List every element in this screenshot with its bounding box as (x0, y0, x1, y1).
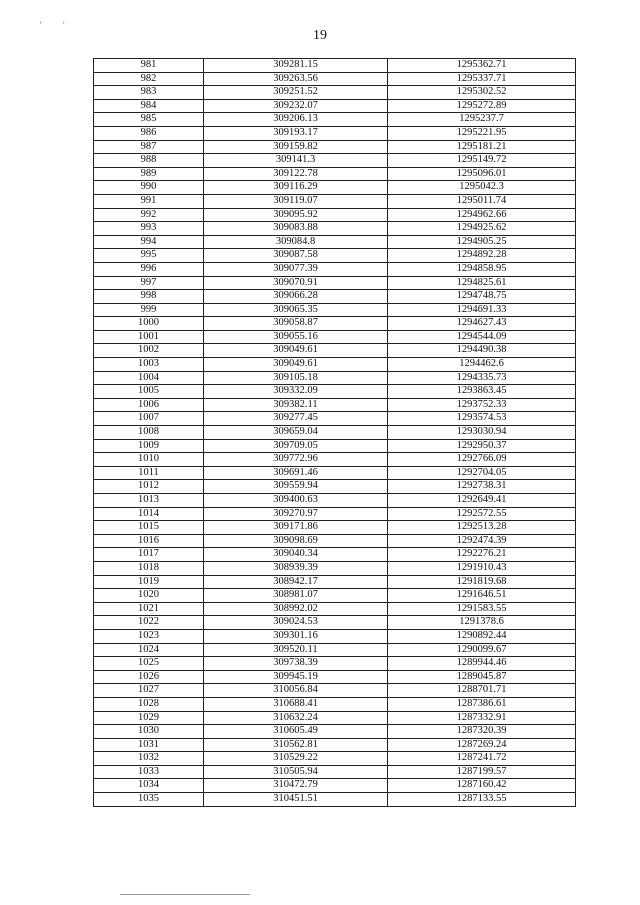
table-row (94, 779, 576, 793)
y-coordinate-cell: 1294335.73 (388, 371, 576, 385)
table-row (94, 358, 576, 372)
x-coordinate-cell: 309772.96 (204, 453, 388, 467)
point-number-cell: 1005 (94, 385, 204, 399)
point-number-cell: 991 (94, 194, 204, 208)
point-number-cell: 1021 (94, 602, 204, 616)
table-row (94, 521, 576, 535)
page-number: 19 (313, 28, 327, 43)
x-coordinate-cell: 309400.63 (204, 494, 388, 508)
table-row (94, 575, 576, 589)
y-coordinate-cell: 1294905.25 (388, 235, 576, 249)
x-coordinate-cell: 309122.78 (204, 167, 388, 181)
point-number-cell: 1029 (94, 711, 204, 725)
y-coordinate-cell: 1292766.09 (388, 453, 576, 467)
point-number-cell: 1015 (94, 521, 204, 535)
point-number-cell: 1022 (94, 616, 204, 630)
table-row (94, 711, 576, 725)
table-row (94, 99, 576, 113)
x-coordinate-cell: 309119.07 (204, 194, 388, 208)
scan-mark: ' (63, 20, 65, 30)
y-coordinate-cell: 1295011.74 (388, 194, 576, 208)
table-row (94, 154, 576, 168)
table-row (94, 548, 576, 562)
x-coordinate-cell: 309159.82 (204, 140, 388, 154)
x-coordinate-cell: 310605.49 (204, 725, 388, 739)
y-coordinate-cell: 1292276.21 (388, 548, 576, 562)
y-coordinate-cell: 1290099.67 (388, 643, 576, 657)
x-coordinate-cell: 310451.51 (204, 793, 388, 807)
y-coordinate-cell: 1292950.37 (388, 439, 576, 453)
x-coordinate-cell: 310472.79 (204, 779, 388, 793)
y-coordinate-cell: 1291819.68 (388, 575, 576, 589)
table-row (94, 725, 576, 739)
coordinates-table (93, 58, 576, 807)
y-coordinate-cell: 1295221.95 (388, 126, 576, 140)
x-coordinate-cell: 309024.53 (204, 616, 388, 630)
x-coordinate-cell: 309055.16 (204, 330, 388, 344)
y-coordinate-cell: 1294925.62 (388, 222, 576, 236)
table-row (94, 262, 576, 276)
y-coordinate-cell: 1293863.45 (388, 385, 576, 399)
point-number-cell: 997 (94, 276, 204, 290)
x-coordinate-cell: 309084.8 (204, 235, 388, 249)
table-row (94, 303, 576, 317)
point-number-cell: 1024 (94, 643, 204, 657)
y-coordinate-cell: 1287332.91 (388, 711, 576, 725)
x-coordinate-cell: 309559.94 (204, 480, 388, 494)
x-coordinate-cell: 309270.97 (204, 507, 388, 521)
y-coordinate-cell: 1295302.52 (388, 86, 576, 100)
y-coordinate-cell: 1295149.72 (388, 154, 576, 168)
point-number-cell: 1023 (94, 629, 204, 643)
table-row (94, 793, 576, 807)
table-row (94, 194, 576, 208)
table-row (94, 412, 576, 426)
point-number-cell: 1001 (94, 330, 204, 344)
x-coordinate-cell: 309083.88 (204, 222, 388, 236)
table-row (94, 167, 576, 181)
point-number-cell: 993 (94, 222, 204, 236)
table-row (94, 589, 576, 603)
point-number-cell: 1028 (94, 697, 204, 711)
y-coordinate-cell: 1292649.41 (388, 494, 576, 508)
x-coordinate-cell: 309065.35 (204, 303, 388, 317)
table-row (94, 276, 576, 290)
x-coordinate-cell: 310688.41 (204, 697, 388, 711)
point-number-cell: 1025 (94, 657, 204, 671)
y-coordinate-cell: 1292513.28 (388, 521, 576, 535)
table-row (94, 249, 576, 263)
point-number-cell: 1031 (94, 738, 204, 752)
table-row (94, 72, 576, 86)
y-coordinate-cell: 1294748.75 (388, 290, 576, 304)
x-coordinate-cell: 308992.02 (204, 602, 388, 616)
point-number-cell: 990 (94, 181, 204, 195)
point-number-cell: 1009 (94, 439, 204, 453)
y-coordinate-cell: 1295337.71 (388, 72, 576, 86)
y-coordinate-cell: 1293752.33 (388, 398, 576, 412)
table-row (94, 439, 576, 453)
table-row (94, 507, 576, 521)
point-number-cell: 1008 (94, 426, 204, 440)
point-number-cell: 1011 (94, 466, 204, 480)
y-coordinate-cell: 1295362.71 (388, 59, 576, 73)
point-number-cell: 986 (94, 126, 204, 140)
point-number-cell: 989 (94, 167, 204, 181)
x-coordinate-cell: 309193.17 (204, 126, 388, 140)
point-number-cell: 995 (94, 249, 204, 263)
y-coordinate-cell: 1291646.51 (388, 589, 576, 603)
x-coordinate-cell: 309945.19 (204, 670, 388, 684)
y-coordinate-cell: 1295237.7 (388, 113, 576, 127)
table-row (94, 181, 576, 195)
table-row (94, 208, 576, 222)
table-row (94, 113, 576, 127)
point-number-cell: 996 (94, 262, 204, 276)
point-number-cell: 1003 (94, 358, 204, 372)
x-coordinate-cell: 309141.3 (204, 154, 388, 168)
y-coordinate-cell: 1291378.6 (388, 616, 576, 630)
point-number-cell: 981 (94, 59, 204, 73)
x-coordinate-cell: 309520.11 (204, 643, 388, 657)
point-number-cell: 1030 (94, 725, 204, 739)
x-coordinate-cell: 309058.87 (204, 317, 388, 331)
y-coordinate-cell: 1294490.38 (388, 344, 576, 358)
y-coordinate-cell: 1287386.61 (388, 697, 576, 711)
table-row (94, 398, 576, 412)
point-number-cell: 998 (94, 290, 204, 304)
table-row (94, 765, 576, 779)
x-coordinate-cell: 309040.34 (204, 548, 388, 562)
x-coordinate-cell: 309098.69 (204, 534, 388, 548)
table-row (94, 494, 576, 508)
point-number-cell: 1020 (94, 589, 204, 603)
point-number-cell: 992 (94, 208, 204, 222)
point-number-cell: 1017 (94, 548, 204, 562)
y-coordinate-cell: 1293574.53 (388, 412, 576, 426)
table-row (94, 738, 576, 752)
x-coordinate-cell: 309709.05 (204, 439, 388, 453)
x-coordinate-cell: 309382.11 (204, 398, 388, 412)
scan-mark: ' (40, 20, 42, 30)
table-row (94, 466, 576, 480)
table-row (94, 290, 576, 304)
x-coordinate-cell: 309738.39 (204, 657, 388, 671)
y-coordinate-cell: 1291910.43 (388, 561, 576, 575)
y-coordinate-cell: 1294962.66 (388, 208, 576, 222)
y-coordinate-cell: 1292704.05 (388, 466, 576, 480)
table-row (94, 235, 576, 249)
y-coordinate-cell: 1287320.39 (388, 725, 576, 739)
y-coordinate-cell: 1292474.39 (388, 534, 576, 548)
table-row (94, 59, 576, 73)
point-number-cell: 1007 (94, 412, 204, 426)
x-coordinate-cell: 309659.04 (204, 426, 388, 440)
x-coordinate-cell: 309049.61 (204, 358, 388, 372)
point-number-cell: 1016 (94, 534, 204, 548)
point-number-cell: 1027 (94, 684, 204, 698)
x-coordinate-cell: 309095.92 (204, 208, 388, 222)
y-coordinate-cell: 1289944.46 (388, 657, 576, 671)
point-number-cell: 984 (94, 99, 204, 113)
table-row (94, 643, 576, 657)
y-coordinate-cell: 1295272.89 (388, 99, 576, 113)
x-coordinate-cell: 309206.13 (204, 113, 388, 127)
table-row (94, 344, 576, 358)
table-row (94, 670, 576, 684)
x-coordinate-cell: 309691.46 (204, 466, 388, 480)
point-number-cell: 1006 (94, 398, 204, 412)
y-coordinate-cell: 1294544.09 (388, 330, 576, 344)
x-coordinate-cell: 309070.91 (204, 276, 388, 290)
x-coordinate-cell: 310505.94 (204, 765, 388, 779)
table-row (94, 657, 576, 671)
y-coordinate-cell: 1287241.72 (388, 752, 576, 766)
y-coordinate-cell: 1292738.31 (388, 480, 576, 494)
table-row (94, 330, 576, 344)
point-number-cell: 1032 (94, 752, 204, 766)
y-coordinate-cell: 1288701.71 (388, 684, 576, 698)
x-coordinate-cell: 308981.07 (204, 589, 388, 603)
x-coordinate-cell: 309277.45 (204, 412, 388, 426)
x-coordinate-cell: 310632.24 (204, 711, 388, 725)
coordinates-table-body (94, 59, 576, 807)
point-number-cell: 1035 (94, 793, 204, 807)
x-coordinate-cell: 309087.58 (204, 249, 388, 263)
table-row (94, 629, 576, 643)
point-number-cell: 988 (94, 154, 204, 168)
table-row (94, 385, 576, 399)
y-coordinate-cell: 1287199.57 (388, 765, 576, 779)
y-coordinate-cell: 1294462.6 (388, 358, 576, 372)
point-number-cell: 983 (94, 86, 204, 100)
table-row (94, 616, 576, 630)
x-coordinate-cell: 309281.15 (204, 59, 388, 73)
y-coordinate-cell: 1291583.55 (388, 602, 576, 616)
point-number-cell: 1010 (94, 453, 204, 467)
y-coordinate-cell: 1287133.55 (388, 793, 576, 807)
point-number-cell: 1012 (94, 480, 204, 494)
table-row (94, 86, 576, 100)
point-number-cell: 1026 (94, 670, 204, 684)
point-number-cell: 985 (94, 113, 204, 127)
table-row (94, 697, 576, 711)
y-coordinate-cell: 1294825.61 (388, 276, 576, 290)
point-number-cell: 1014 (94, 507, 204, 521)
y-coordinate-cell: 1294691.33 (388, 303, 576, 317)
table-row (94, 371, 576, 385)
y-coordinate-cell: 1294892.28 (388, 249, 576, 263)
x-coordinate-cell: 309263.56 (204, 72, 388, 86)
y-coordinate-cell: 1290892.44 (388, 629, 576, 643)
x-coordinate-cell: 310529.22 (204, 752, 388, 766)
table-row (94, 752, 576, 766)
y-coordinate-cell: 1294858.95 (388, 262, 576, 276)
point-number-cell: 1033 (94, 765, 204, 779)
table-row (94, 602, 576, 616)
x-coordinate-cell: 310056.84 (204, 684, 388, 698)
table-row (94, 561, 576, 575)
y-coordinate-cell: 1287269.24 (388, 738, 576, 752)
y-coordinate-cell: 1295181.21 (388, 140, 576, 154)
x-coordinate-cell: 309049.61 (204, 344, 388, 358)
point-number-cell: 982 (94, 72, 204, 86)
x-coordinate-cell: 309116.29 (204, 181, 388, 195)
y-coordinate-cell: 1289045.87 (388, 670, 576, 684)
table-row (94, 480, 576, 494)
bottom-rule (120, 894, 250, 895)
y-coordinate-cell: 1293030.94 (388, 426, 576, 440)
point-number-cell: 1002 (94, 344, 204, 358)
x-coordinate-cell: 309066.28 (204, 290, 388, 304)
table-row (94, 534, 576, 548)
point-number-cell: 994 (94, 235, 204, 249)
table-row (94, 140, 576, 154)
y-coordinate-cell: 1295042.3 (388, 181, 576, 195)
point-number-cell: 1018 (94, 561, 204, 575)
x-coordinate-cell: 309105.18 (204, 371, 388, 385)
point-number-cell: 1034 (94, 779, 204, 793)
table-row (94, 684, 576, 698)
point-number-cell: 1004 (94, 371, 204, 385)
x-coordinate-cell: 308939.39 (204, 561, 388, 575)
point-number-cell: 999 (94, 303, 204, 317)
x-coordinate-cell: 309077.39 (204, 262, 388, 276)
y-coordinate-cell: 1294627.43 (388, 317, 576, 331)
point-number-cell: 1013 (94, 494, 204, 508)
table-row (94, 126, 576, 140)
x-coordinate-cell: 309332.09 (204, 385, 388, 399)
x-coordinate-cell: 310562.81 (204, 738, 388, 752)
y-coordinate-cell: 1292572.55 (388, 507, 576, 521)
table-row (94, 426, 576, 440)
x-coordinate-cell: 309251.52 (204, 86, 388, 100)
table-row (94, 222, 576, 236)
y-coordinate-cell: 1295096.01 (388, 167, 576, 181)
table-row (94, 317, 576, 331)
point-number-cell: 1000 (94, 317, 204, 331)
x-coordinate-cell: 308942.17 (204, 575, 388, 589)
x-coordinate-cell: 309232.07 (204, 99, 388, 113)
point-number-cell: 987 (94, 140, 204, 154)
table-row (94, 453, 576, 467)
x-coordinate-cell: 309171.86 (204, 521, 388, 535)
y-coordinate-cell: 1287160.42 (388, 779, 576, 793)
x-coordinate-cell: 309301.16 (204, 629, 388, 643)
point-number-cell: 1019 (94, 575, 204, 589)
